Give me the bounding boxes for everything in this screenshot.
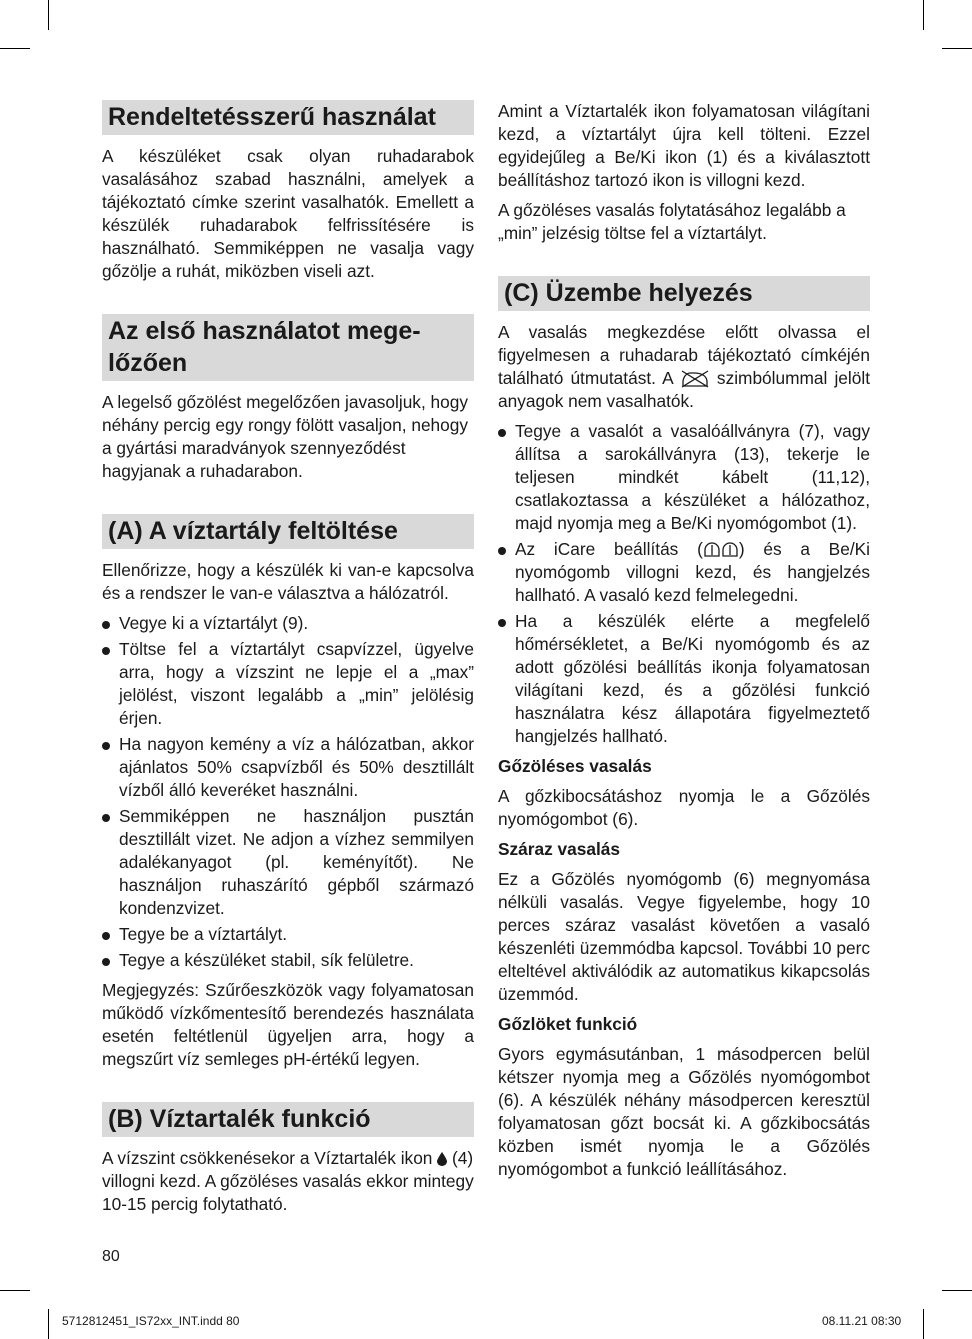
no-iron-icon: [680, 370, 710, 388]
paragraph: A legelső gőzölést megelőzően javasoljuk, hogy néhány percig egy rongy fölött vasaljon, nehogy a gyártási maradványok szennyeződést hagyjanak a ruhadarabon.: [102, 392, 469, 481]
left-column: [102, 100, 474, 1223]
list-item: Semmiképpen ne használjon pusztán desztillált vizet. Ne adjon a vízhez semmilyen adalékanyagot (pl. keményítőt). Ne használjon ruhaszárító gépből származó kondenzvizet.: [102, 805, 474, 920]
paragraph: A készüléket csak olyan ruhadarabok vasalásához szabad használni, amelyek a tájékoztató címke szerint vasalhatók. Emellett a készülék ruhadarabok felfrissítésére is használható. Semmiképpen ne vasalja vagy gőzölje a ruhát, miközben viseli azt.: [102, 146, 474, 281]
paragraph: A vasalás megkezdése előtt olvassa el figyelmesen a ruhadarab tájékoztató címkéjén található útmutatást. A szimbólummal jelölt anyagok nem vasalhatók.: [498, 322, 871, 411]
list-item: Vegye ki a víztartályt (9).: [102, 612, 474, 635]
paragraph: Ellenőrizze, hogy a készülék ki van-e kapcsolva és a rendszer le van-e választva a hálózatról.: [102, 560, 474, 603]
footer-file: 5712812451_IS72xx_INT.indd 80: [62, 1314, 240, 1328]
paragraph: Gyors egymásutánban, 1 másodpercen belül kétszer nyomja meg a Gőzölés nyomógombot (6). A készülék néhány másodpercen keresztül folyamatosan gőzt bocsát ki. A gőzkibocsátás közben ismét nyomja le a Gőzölés nyomógombot a funkció leállításához.: [498, 1044, 870, 1179]
paragraph: Amint a Víztartalék ikon folyamatosan világítani kezd, a víztartályt újra kell tölteni. Ezzel egyidejűleg a Be/Ki ikon (1) és a kiválasztott beállításhoz tartozó ikon is villogni kezd.: [498, 101, 870, 190]
crop-mark: [923, 0, 924, 30]
note-paragraph: Megjegyzés: Szűrőeszközök vagy folyamatosan működő vízkőmentesítő berendezés használata esetén feltétlenül ügyeljen arra, hogy a megszűrt víz semleges pH-értékű legyen.: [102, 980, 474, 1069]
list-item: Tegye a készüléket stabil, sík felületre.: [102, 949, 474, 972]
crop-mark: [0, 48, 30, 49]
subheading: Száraz vasalás: [498, 839, 621, 859]
list-item: Tegye a vasalót a vasalóállványra (7), vagy állítsa a sarokállványra (13), tekerje le teljesen mindkét kábelt (11,12), csatlakoztassa a készüléket a hálózathoz, majd nyomja meg a Be/Ki nyomógombot (1).: [498, 420, 870, 535]
list-item: Ha nagyon kemény a víz a hálózatban, akkor ajánlatos 50% csapvízből és 50% desztillált vízből álló keveréket használni.: [102, 733, 474, 802]
crop-mark: [923, 1309, 924, 1339]
subheading: Gőzöléses vasalás: [498, 756, 652, 776]
bullet-list: [498, 420, 870, 748]
crop-mark: [942, 48, 972, 49]
heading-line: Az első használatot mege-: [108, 317, 421, 345]
crop-mark: [48, 0, 49, 30]
bullet-list: [102, 612, 474, 972]
list-item: Tegye be a víztartályt.: [102, 923, 474, 946]
list-item: Ha a készülék elérte a megfelelő hőmérsékletet, a Be/Ki nyomógomb és az adott gőzölési beállítás ikonja folyamatosan világítani kezd, és a gőzölési funkció használatra kész állapotára figyelmeztető hangjelzés hallható.: [498, 610, 870, 748]
paragraph: A gőzöléses vasalás folytatásához legalább a „min” jelzésig töltse fel a víztartályt.: [498, 200, 846, 243]
crop-mark: [0, 1290, 30, 1291]
crop-mark: [942, 1290, 972, 1291]
water-drop-icon: [437, 1152, 447, 1166]
section-heading: [102, 314, 474, 381]
section-heading: (B) Víztartalék funkció: [102, 1102, 474, 1137]
paragraph: Ez a Gőzölés nyomógomb (6) megnyomása nélküli vasalás. Vegye figyelembe, hogy 10 perces száraz vasalást követően a vasaló készenléti üzemmódba kapcsol. További 10 perc elteltével aktiválódik az automatikus kikapcsolás üzemmód.: [498, 869, 870, 1004]
page-number: 80: [102, 1248, 120, 1265]
heading-line: lőzően: [108, 349, 188, 377]
crop-mark: [48, 1309, 49, 1339]
list-item: Az iCare beállítás ( ) és a Be/Ki nyomógomb villogni kezd, és hangjelzés hallható. A vasaló kezd felmelegedni.: [498, 538, 870, 607]
footer-date: 08.11.21 08:30: [822, 1314, 902, 1328]
paragraph: A vízszint csökkenésekor a Víztartalék ikon (4) villogni kezd. A gőzöléses vasalás ekkor mintegy 10-15 percig folytatható.: [102, 1148, 474, 1214]
section-heading: (C) Üzembe helyezés: [498, 276, 870, 311]
section-heading: (A) A víztartály feltöltése: [102, 514, 474, 549]
list-item: Töltse fel a víztartályt csapvízzel, ügyelve arra, hogy a vízszint ne lepje el a „max” jelölést, viszont legalább a „min” jelölésig érjen.: [102, 638, 474, 730]
section-heading: Rendeltetésszerű használat: [102, 100, 474, 135]
right-column: [498, 100, 870, 1188]
paragraph: A gőzkibocsátáshoz nyomja le a Gőzölés nyomógombot (6).: [498, 786, 870, 829]
icare-icon: [703, 542, 739, 558]
subheading: Gőzlöket funkció: [498, 1014, 638, 1034]
